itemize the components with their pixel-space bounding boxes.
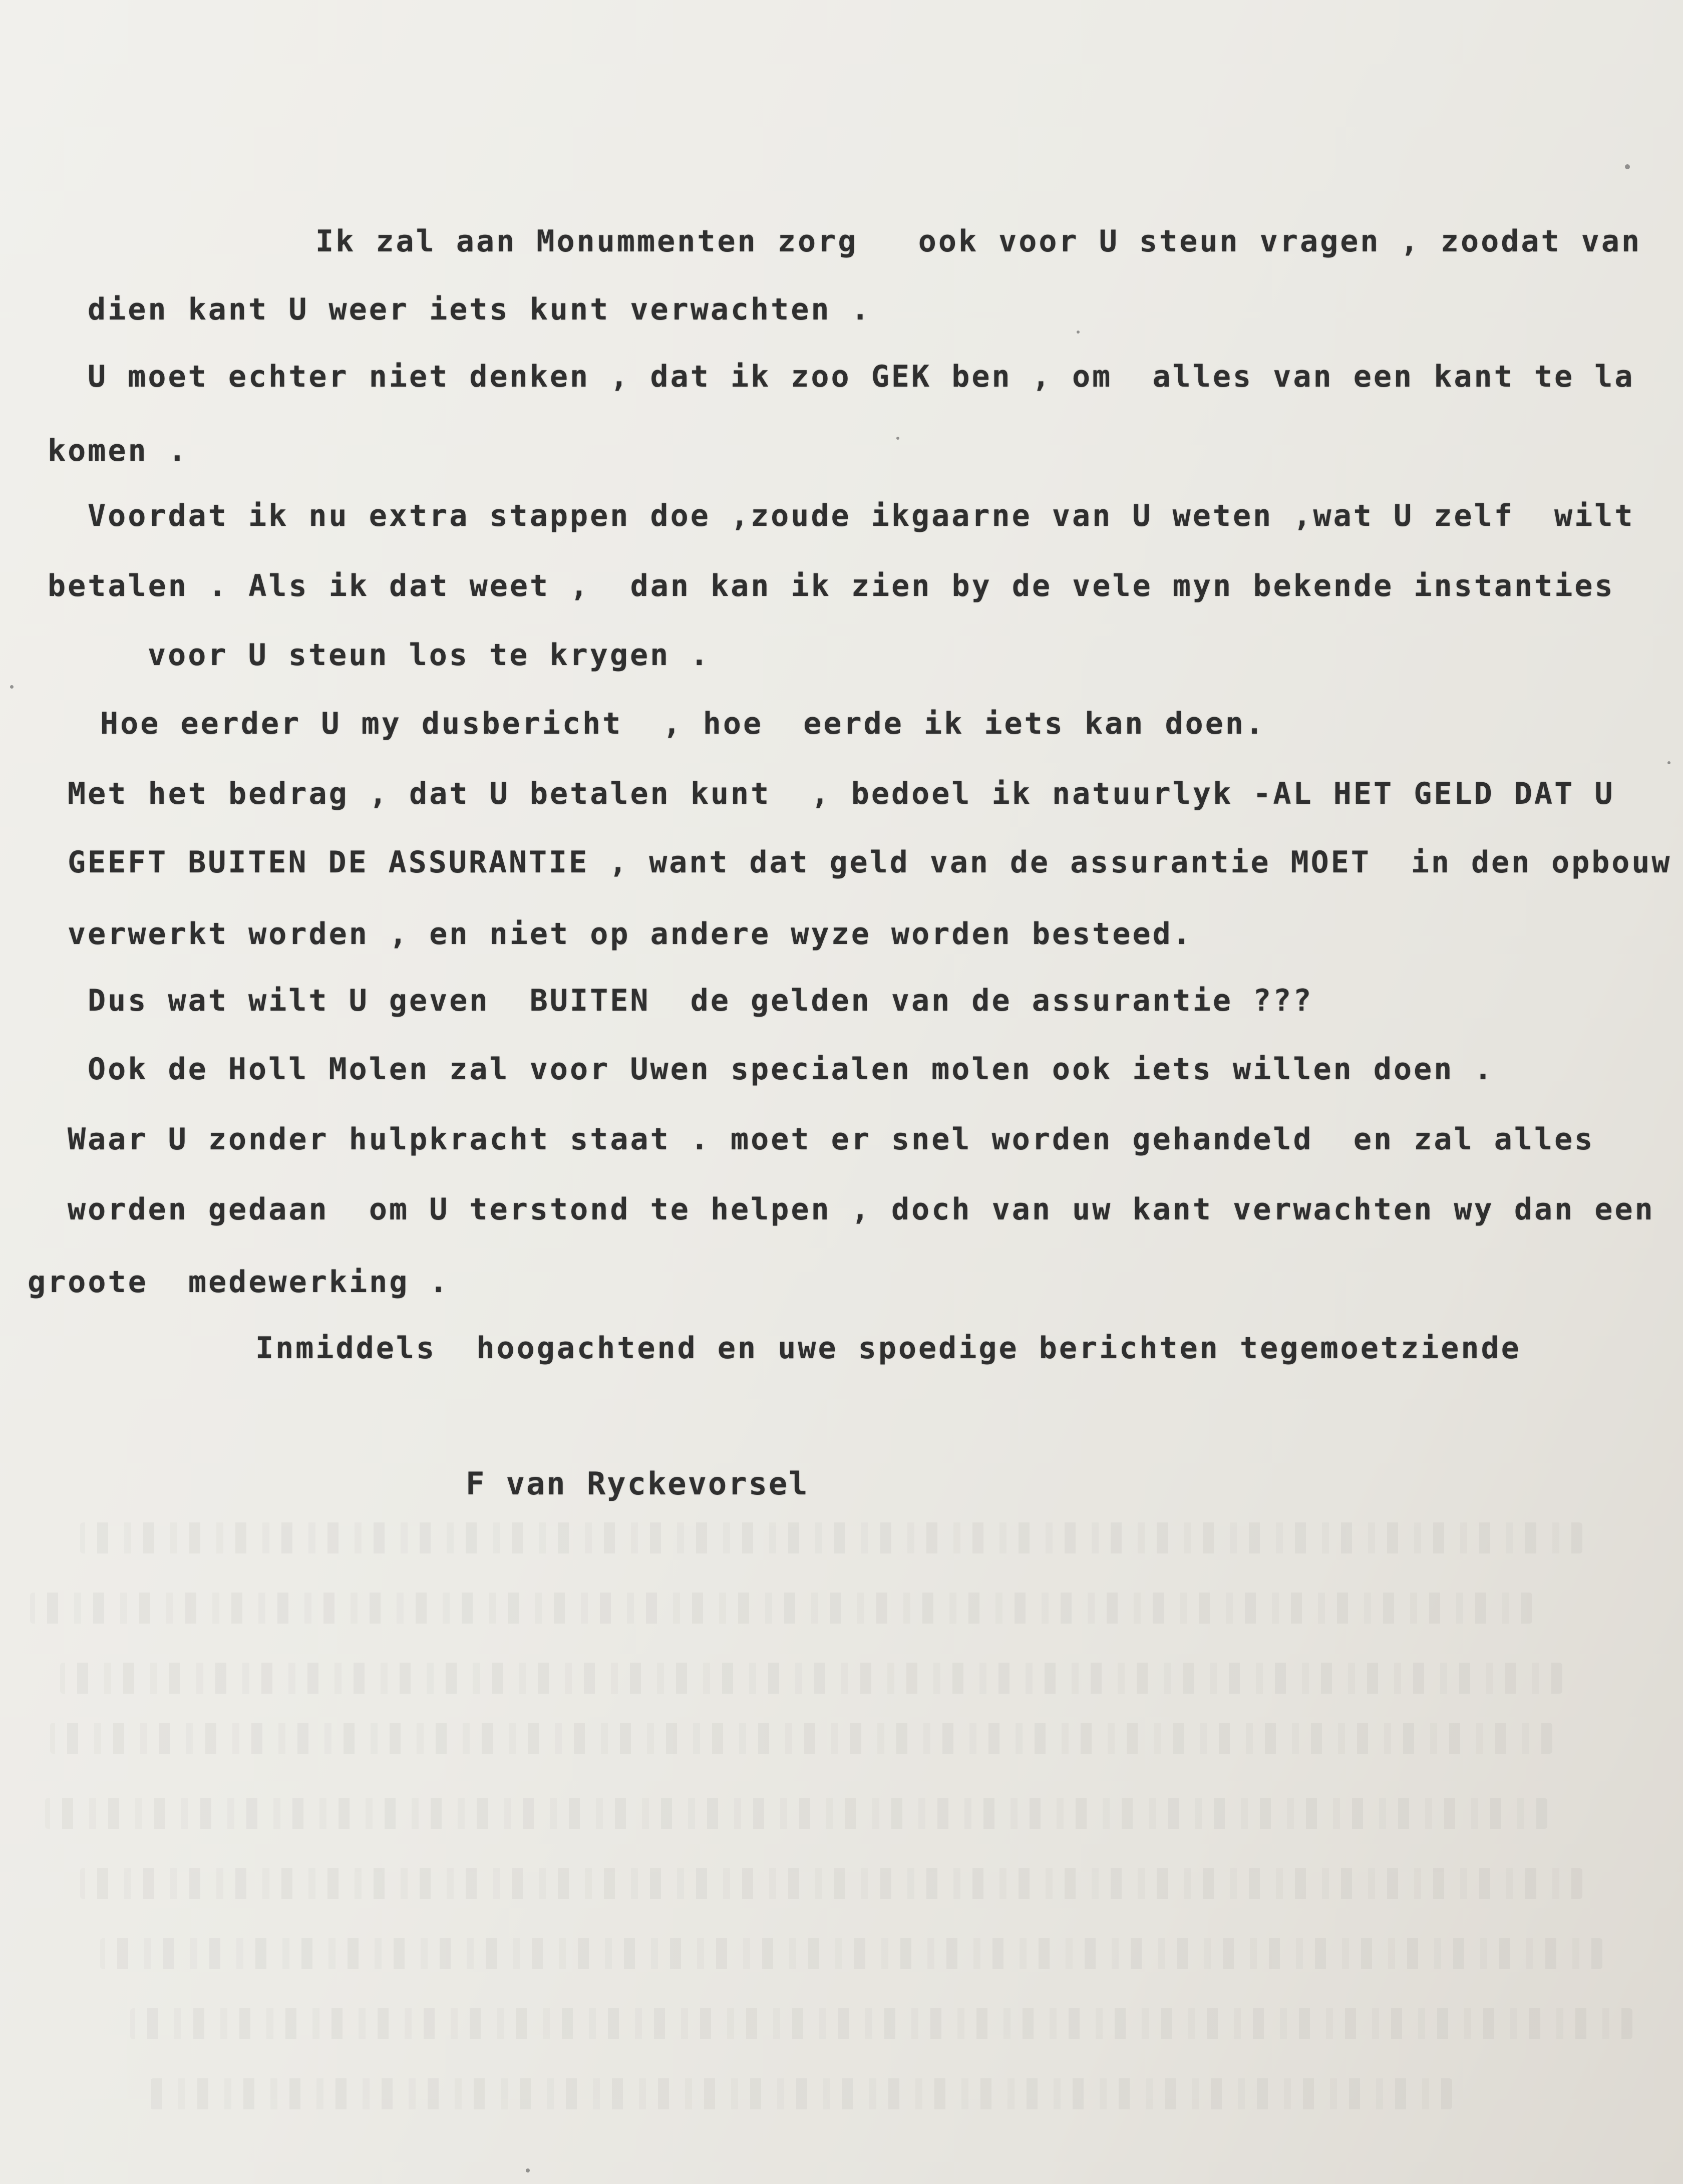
letter-line: Ook de Holl Molen zal voor Uwen specialen molen ook iets willen doen . [88,1052,1494,1087]
show-through-shading [60,1663,1562,1694]
show-through-shading [150,2078,1452,2109]
show-through-shading [100,1938,1602,1969]
letter-line: Ik zal aan Monummenten zorg ook voor U steun vragen , zoodat van [315,224,1642,259]
letter-line: Waar U zonder hulpkracht staat . moet er snel worden gehandeld en zal alles [68,1122,1595,1157]
show-through-shading [45,1798,1547,1829]
show-through-shading [130,2008,1632,2039]
letter-line: U moet echter niet denken , dat ik zoo GEK ben , om alles van een kant te la [88,359,1635,394]
letter-line: Hoe eerder U my dusbericht , hoe eerde ik iets kan doen. [100,706,1266,741]
show-through-shading [80,1868,1582,1899]
letter-line: Dus wat wilt U geven BUITEN de gelden van de assurantie ??? [88,983,1313,1018]
paper-speck [1667,761,1670,764]
paper-speck [896,437,899,440]
show-through-shading [50,1723,1552,1754]
letter-line: Met het bedrag , dat U betalen kunt , bedoel ik natuurlyk -AL HET GELD DAT U [68,776,1615,811]
show-through-shading [30,1593,1532,1624]
letter-line: Voordat ik nu extra stappen doe ,zoude ikgaarne van U weten ,wat U zelf wilt [88,498,1635,533]
paper-speck [526,2168,530,2172]
letter-line: GEEFT BUITEN DE ASSURANTIE , want dat geld van de assurantie MOET in den opbouw [68,845,1672,880]
paper-speck [1077,331,1080,334]
letter-line: dien kant U weer iets kunt verwachten . [88,292,871,327]
show-through-shading [80,1522,1582,1553]
paper-speck [10,685,14,689]
letter-line: voor U steun los te krygen . [148,638,711,673]
letter-line: verwerkt worden , en niet op andere wyze worden besteed. [68,916,1193,952]
letter-line: komen . [48,433,188,468]
letter-line: betalen . Als ik dat weet , dan kan ik zien by de vele myn bekende instanties [48,568,1615,603]
paper-speck [1625,164,1630,169]
letter-line: worden gedaan om U terstond te helpen , doch van uw kant verwachten wy dan een [68,1192,1655,1227]
letter-line: Inmiddels hoogachtend en uwe spoedige berichten tegemoetziende [255,1331,1521,1366]
letter-line: groote medewerking . [28,1265,450,1300]
signature: F van Ryckevorsel [466,1465,809,1502]
